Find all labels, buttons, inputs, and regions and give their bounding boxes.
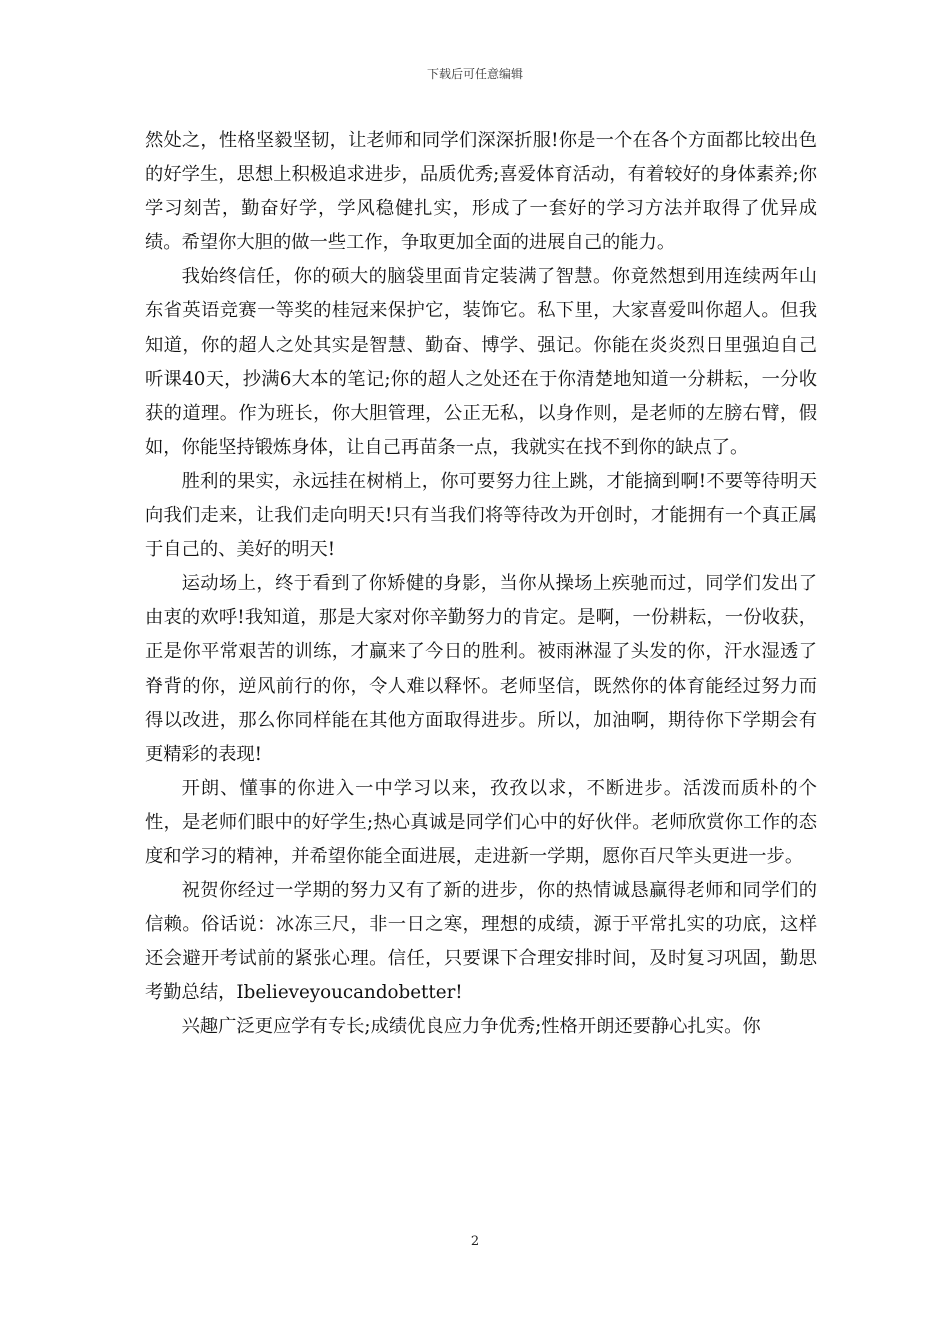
- paragraph-7: 兴趣广泛更应学有专长;成绩优良应力争优秀;性格开朗还要静心扎实。你: [181, 1016, 761, 1038]
- page-number: 2: [470, 1234, 480, 1249]
- page-header-note: 下载后可任意编辑: [426, 67, 523, 81]
- paragraph-2: 我始终信任，你的硕大的脑袋里面肯定装满了智慧。你竟然想到用连续两年山东省英语竞赛一等奖的桂冠来保护它，装饰它。私下里，大家喜爱叫你超人。但我知道，你的超人之处其实是智慧、勤奋、博学、强记。你能在炎炎烈日里强迫自己听课40天，抄满6大本的笔记;你的超人之处还在于你清楚地知道一分耕耘，一分收获的道理。作为班长，你大胆管理，公正无私，以身作则，是老师的左膀右臂，假如，你能坚持锻炼身体，让自己再苗条一点，我就实在找不到你的缺点了。: [145, 266, 817, 458]
- document-body: [145, 124, 817, 1045]
- paragraph-3: 胜利的果实，永远挂在树梢上，你可要努力往上跳，才能摘到啊!不要等待明天向我们走来，让我们走向明天!只有当我们将等待改为开创时，才能拥有一个真正属于自己的、美好的明天!: [145, 470, 817, 561]
- paragraph-6: 祝贺你经过一学期的努力又有了新的进步，你的热情诚恳赢得老师和同学们的信赖。俗话说：冰冻三尺，非一日之寒，理想的成绩，源于平常扎实的功底，这样还会避开考试前的紧张心理。信任，只要课下合理安排时间，及时复习巩固，勤思考勤总结，Ibelieveyoucandobetter!: [145, 880, 817, 1004]
- paragraph-5: 开朗、懂事的你进入一中学习以来，孜孜以求，不断进步。活泼而质朴的个性，是老师们眼中的好学生;热心真诚是同学们心中的好伙伴。老师欣赏你工作的态度和学习的精神，并希望你能全面进展，走进新一学期，愿你百尺竿头更进一步。: [145, 777, 817, 867]
- paragraph-1: 然处之，性格坚毅坚韧，让老师和同学们深深折服!你是一个在各个方面都比较出色的好学生，思想上积极追求进步，品质优秀;喜爱体育活动，有着较好的身体素养;你学习刻苦，勤奋好学，学风稳健扎实，形成了一套好的学习方法并取得了优异成绩。希望你大胆的做一些工作，争取更加全面的进展自己的能力。: [145, 130, 817, 254]
- paragraph-4: 运动场上，终于看到了你矫健的身影，当你从操场上疾驰而过，同学们发出了由衷的欢呼!我知道，那是大家对你辛勤努力的肯定。是啊，一份耕耘，一份收获，正是你平常艰苦的训练，才赢来了今日的胜利。被雨淋湿了头发的你，汗水湿透了脊背的你，逆风前行的你，令人难以释怀。老师坚信，既然你的体育能经过努力而得以改进，那么你同样能在其他方面取得进步。所以，加油啊，期待你下学期会有更精彩的表现!: [145, 573, 817, 765]
